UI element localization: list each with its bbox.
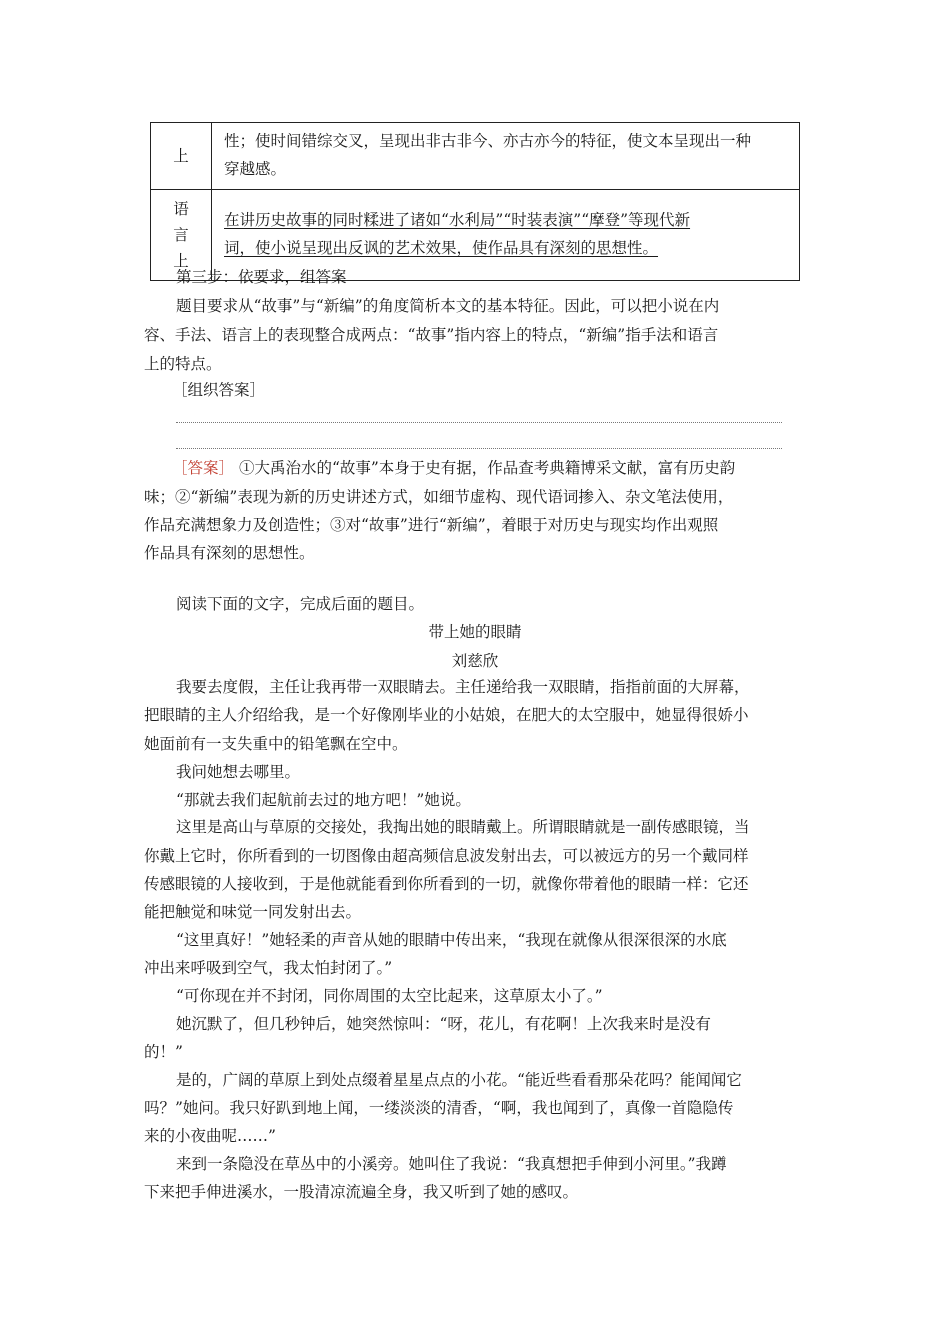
story-line: 她面前有一支失重中的铅笔飘在空中。 [144, 735, 408, 753]
reading-instruction: 阅读下面的文字，完成后面的题目。 [176, 595, 425, 613]
story-line: 来到一条隐没在草丛中的小溪旁。她叫住了我说：“我真想把手伸到小河里。”我蹲 [176, 1155, 727, 1173]
story-line: 把眼睛的主人介绍给我，是一个好像刚毕业的小姑娘，在肥大的太空服中，她显得很娇小 [144, 706, 749, 724]
story-title: 带上她的眼睛 [428, 623, 522, 641]
analysis-table [150, 122, 800, 281]
table-row [151, 123, 800, 190]
answer-line: ［答案］ ①大禹治水的“故事”本身于史有据，作品查考典籍博采文献，富有历史韵 [172, 459, 736, 477]
story-line: 她沉默了，但几秒钟后，她突然惊叫：“呀，花儿，有花啊！上次我来时是没有 [176, 1015, 711, 1033]
story-line: 这里是高山与草原的交接处，我掏出她的眼睛戴上。所谓眼睛就是一副传感眼镜，当 [176, 818, 750, 836]
story-line: 下来把手伸进溪水，一股清凉流遍全身，我又听到了她的感叹。 [144, 1183, 579, 1201]
answer-line: 作品具有深刻的思想性。 [144, 544, 315, 562]
row-label: 上 [151, 123, 212, 190]
story-line: 我问她想去哪里。 [176, 763, 301, 781]
row-label: 语 言 上 [151, 190, 212, 281]
story-line: 是的，广阔的草原上到处点缀着星星点点的小花。“能近些看看那朵花吗？能闻闻它 [176, 1071, 742, 1089]
story-line: 你戴上它时，你所看到的一切图像由超高频信息波发射出去，可以被远方的另一个戴同样 [144, 847, 749, 865]
organize-answer-label: ［组织答案］ [172, 381, 266, 399]
row-content: 在讲历史故事的同时糅进了诸如“水利局”“时装表演”“摩登”等现代新 词，使小说呈现出反讽的艺术效果，使作品具有深刻的思想性。 [212, 190, 800, 281]
requirement-line: 题目要求从“故事”与“新编”的角度简析本文的基本特征。因此，可以把小说在内 [176, 297, 720, 315]
story-line: 能把触觉和味觉一同发射出去。 [144, 903, 362, 921]
step3-heading: 第三步：依要求，组答案 [176, 268, 347, 286]
requirement-line: 上的特点。 [144, 355, 222, 373]
answer-blank-line [176, 422, 782, 423]
story-line: 的！” [144, 1043, 183, 1061]
row-content: 性；使时间错综交叉，呈现出非古非今、亦古亦今的特征，使文本呈现出一种 穿越感。 [212, 123, 800, 190]
answer-label: ［答案］ [172, 459, 235, 477]
story-line: 来的小夜曲呢……” [144, 1127, 276, 1145]
story-line: 我要去度假，主任让我再带一双眼睛去。主任递给我一双眼睛，指指前面的大屏幕， [176, 678, 750, 696]
answer-blank-line [176, 448, 782, 449]
story-line: “那就去我们起航前去过的地方吧！”她说。 [176, 791, 471, 809]
story-line: 传感眼镜的人接收到，于是他就能看到你所看到的一切，就像你带着他的眼睛一样：它还 [144, 875, 749, 893]
story-line: 吗？”她问。我只好趴到地上闻，一缕淡淡的清香，“啊，我也闻到了，真像一首隐隐传 [144, 1099, 734, 1117]
answer-line: 作品充满想象力及创造性；③对“故事”进行“新编”，着眼于对历史与现实均作出观照 [144, 516, 719, 534]
story-line: 冲出来呼吸到空气，我太怕封闭了。” [144, 959, 393, 977]
story-line: “这里真好！”她轻柔的声音从她的眼睛中传出来，“我现在就像从很深很深的水底 [176, 931, 727, 949]
answer-line: 味；②“新编”表现为新的历史讲述方式，如细节虚构、现代语词掺入、杂文笔法使用， [144, 488, 734, 506]
requirement-line: 容、手法、语言上的表现整合成两点：“故事”指内容上的特点，“新编”指手法和语言 [144, 326, 719, 344]
story-author: 刘慈欣 [451, 652, 499, 670]
story-line: “可你现在并不封闭，同你周围的太空比起来，这草原太小了。” [176, 987, 603, 1005]
